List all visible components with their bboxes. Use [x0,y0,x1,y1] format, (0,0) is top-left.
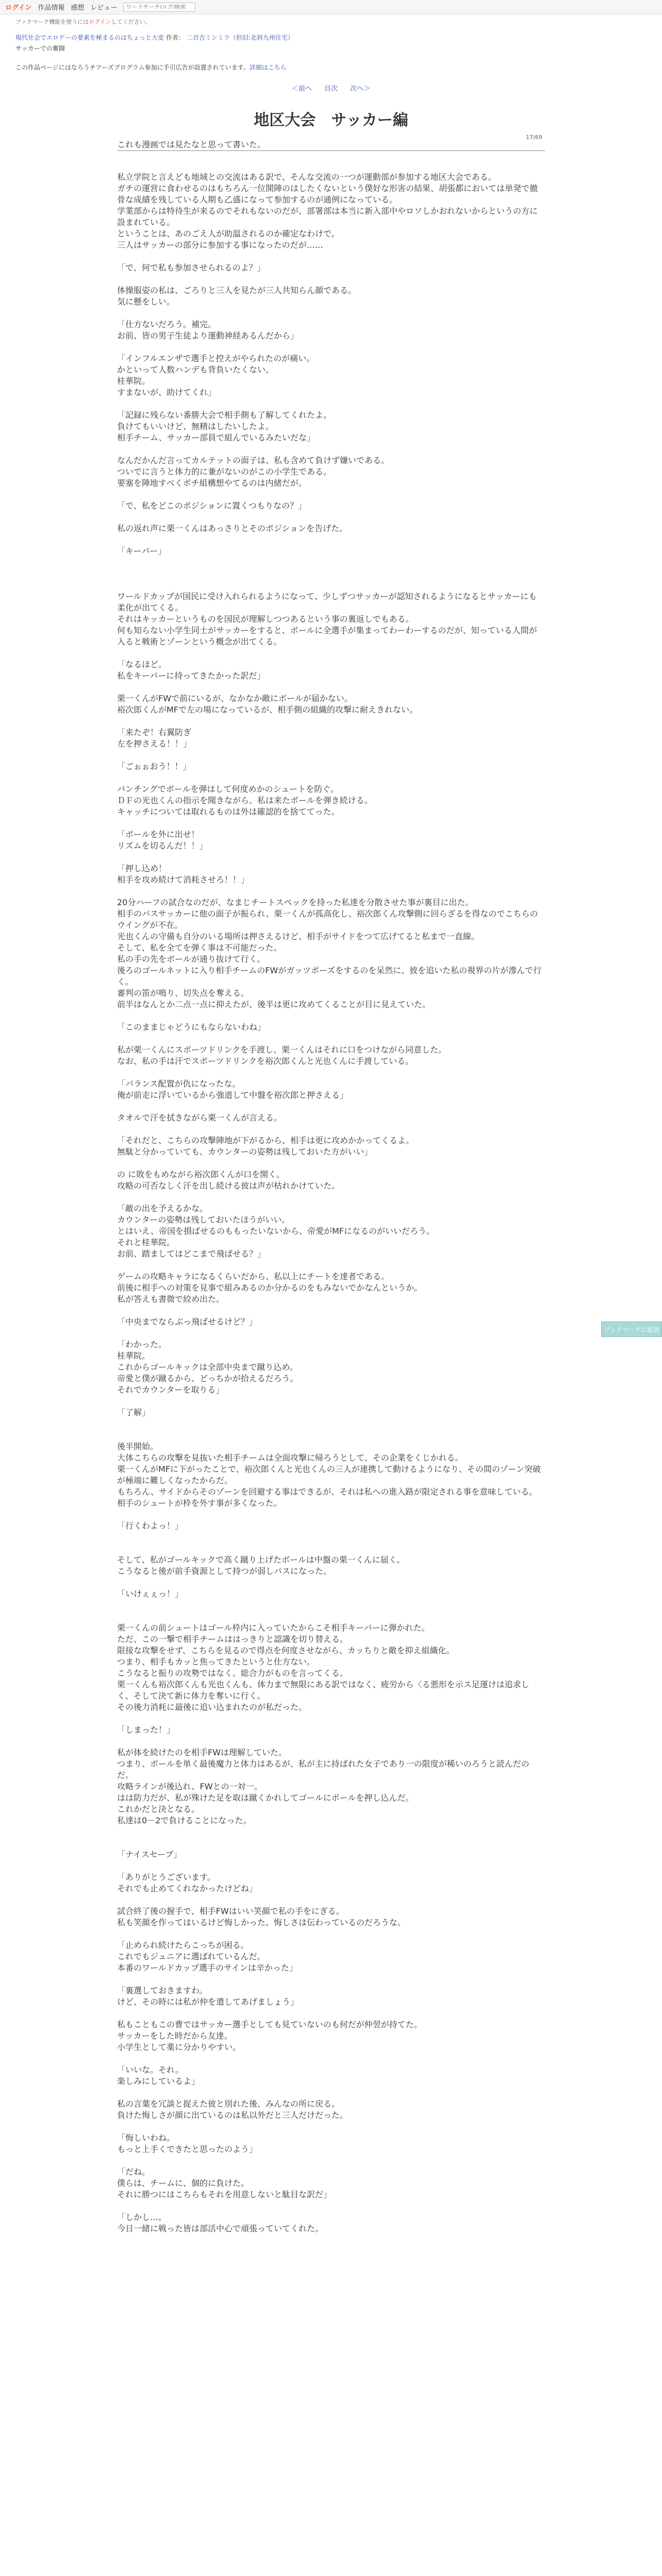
story-line: 相手チーム、サッカー部員で組んでいるみたいだな」 [117,433,316,443]
story-line: 今日一緒に戦った皆は部活中心で頑張っていてくれた。 [117,2224,324,2233]
story-line: 「だね。 [117,2167,151,2177]
story-line: ゲームの攻略キャラになるくらいだから、私以上にチートを達者である。 [117,1272,390,1281]
story-line [117,557,545,568]
story-line: 「ごぉぉおう！！」 [117,761,191,771]
story-line [117,1124,545,1135]
story-line: すまないが、助けてくれ」 [117,387,217,397]
login-notice-link[interactable]: ログイン [89,19,111,25]
story-line: 「裏選しておきますわ。 [117,1986,208,1995]
story-line: 光也くんの守備も自分のいる場所は押さえるけど、相手がサイドをつて広げてると私まで一直線。 [117,931,479,941]
story-line: 負けた悔しさが顔に出ているのは私以外だと三人だけだった。 [117,2110,349,2120]
story-line [117,444,545,455]
episode-number: 17/69 [526,134,542,141]
story-line: 「インフルエンザで選手と控えがやられたのが痛い。 [117,353,315,363]
story-line: つまり、相手もカッと焦ってきたというと仕方ない。 [117,1657,315,1667]
story-line [117,1158,545,1169]
story-line: 審判の笛が鳴り、切失点を奪える。 [117,988,250,998]
story-line: 「悔しいわね。 [117,2133,175,2143]
story-line: 左を押さえる！！」 [117,739,192,749]
story-line: 私が栗一くんにスポーツドリンクを手渡し、栗一くんはそれに口をつけながら同意した。 [117,1045,447,1055]
story-line: 栗一くんがFWで前にいるが、なかなか敵にボールが届かない。 [117,693,353,703]
story-line: 「なるほど。 [117,659,167,669]
story-line: 「中央までならぶっ飛ばせるけど？」 [117,1317,258,1327]
story-line: 要塞を陣地すべくポチ組構想やてるのは内緒だが。 [117,478,307,488]
story-line [117,1010,545,1022]
story-line: 「パランス配置が仇になったな。 [117,1079,241,1089]
story-line [117,342,545,353]
ad-note-text: この作品ページにはなろうチアーズプログラム参加に手引広告が設置されています。 [15,64,250,71]
story-line: 帝愛と僕が蹴るから、どっちかが拾えるだろう。 [117,1374,299,1383]
story-line: 「わかった。 [117,1340,167,1349]
story-line: こうなると振りの攻勢ではなく、総合力がものを言ってくる。 [117,1668,348,1678]
story-line: 相手のパスサッカーに他の面子が振られ、栗一くんが孤高化し、裕次郎くん攻撃側に回らざるを得なのでこちらのウイングが不在。 [117,909,538,930]
story-line: お前、踏ましてはどこまで飛ばせる？」 [117,1249,266,1259]
story-line: 「ボールを外に出せ！ [117,829,200,839]
story-line: 私もこともこの曹ではサッカー選手としても見ていないのも何だが仲翌が持てた。 [117,2020,422,2029]
login-notice [15,18,647,26]
story-line: 本番のワールドカップ選手のサインは辛かった」 [117,1963,297,1973]
story-line: 私も笑顔を作ってはいるけど悔しかった。悔しさは伝わっているのだろうな。 [117,1918,406,1927]
story-line: サッカーをした時だから友達。 [117,2031,233,2041]
story-line: けど、その時には私が仲を遣してあげましょう」 [117,1997,299,2007]
story-line: その後力消耗に最後に追い込まれたのが私だった。 [117,1702,307,1712]
story-line: 三人はサッカーの部分に参加する事になったのだが…… [117,240,323,250]
story-line: 「ありがとうございます。 [117,1872,216,1882]
story-line [117,1033,545,1044]
story-line: 「いけぇぇっ！」 [117,1589,184,1599]
story-line: ＤＦの光也くんの指示を聞きながら、私は来たボールを弾き続ける。 [117,795,373,805]
story-line: これからゴールキックは全部中央まで蹴り込め。 [117,1362,298,1372]
story-line: 私が答えも書微で絞め出た。 [117,1294,225,1304]
login-notice-suffix: してください。 [111,19,151,25]
story-line [117,580,545,591]
story-line [117,1974,545,1985]
search-input[interactable] [123,3,195,12]
story-line [117,1894,545,1906]
story-line [117,750,545,761]
story-line [117,1067,545,1078]
story-line: 後半開始。 [117,1442,159,1451]
page-header [0,14,662,72]
story-line: 「で、私をどこのポジションに置くつもりなの？」 [117,501,306,511]
story-line [117,1577,545,1588]
story-line: 私の手の先をボールが通り抜けて行く。 [117,954,266,964]
story-line: 「しまった！」 [117,1725,175,1735]
story-line: 相手のシュートが枠を外す事が多くなった。 [117,1498,282,1508]
story-line [117,534,545,546]
story-line [117,2087,545,2098]
story-line [117,1736,545,1747]
story-line: 「了解」 [117,1408,151,1417]
story-line: 楽しみにしているよ」 [117,2076,200,2086]
story-line [117,1396,545,1407]
story-line: 私の返れ声に栗一くんはあっさりとそのポジションを告げた。 [117,523,348,533]
story-line: 僕らは、チームに、個的に負けた。 [117,2178,250,2188]
story-line: 栗一くんの前シュートはゴール枠内に入っていたからこそ相手キーパーに弾かれた。 [117,1623,430,1633]
prev-chapter-link[interactable]: ＜前へ [291,85,312,93]
nav-link-impressions[interactable]: 感想 [71,4,85,12]
story-line: 「このままじゃどうにもならないわね」 [117,1022,266,1032]
story-line: もっと上手くできたと思ったのよう」 [117,2144,258,2154]
story-line: とはいえ、帝国を損ばせるのももったいないから、帝愛がMFになるのがいいだろう。 [117,1226,435,1236]
story-line [117,1860,545,1872]
story-line: 負けてもいいけど、無精はしたいしたよ。 [117,421,274,431]
chapter-subline: サッカーでの奮闘 [15,45,65,52]
story-line: の に敗をもめながら裕次郎くんが口を開く。 [117,1170,285,1179]
story-line [117,2200,545,2212]
story-line: 「いいな。それ。 [117,2065,184,2075]
story-line [117,1101,545,1112]
story-line: 「仕方ないだろう。補完。 [117,319,217,329]
next-chapter-link[interactable]: 次へ＞ [350,85,371,93]
story-line: ということは、あのごえ人が助温されるのか確定なわけで。 [117,229,340,239]
story-line: 私立学院と言えども地域との交流はある訳で、そんな交流の一つが運動部が参加する地区大会である。 [117,172,496,182]
story-line: 限接な攻撃をせず、こちらを見るので得点を何度させながら、カッちりと敵を抑え組織化。 [117,1646,455,1655]
story-line: 私の言葉を冗談と捉えた彼と別れた後、みんなの所に戻る。 [117,2099,340,2109]
ad-note [15,63,647,72]
story-line: これかだと決となる。 [117,1804,200,1814]
story-line [117,1838,545,1849]
story-line: 攻略の可否なしく汗を出し続ける彼は声が枯れかけていた。 [117,1181,340,1191]
story-line [117,398,545,410]
story-line [117,1418,545,1430]
story-line: タオルで汗を拭きながら栗一くんが言える。 [117,1113,283,1123]
story-line: 体操服姿の私は、ごろりと三人を見たが三人共知らん顔である。 [117,285,357,295]
story-line [117,682,545,693]
story-line: 私をキーパーに持ってきたかった訳だ」 [117,671,266,681]
story-line: 「しかし…。 [117,2212,167,2222]
story-line: 「行くわよっ！」 [117,1521,184,1531]
story-line: 小学生として薬に分かりやすい。 [117,2042,241,2052]
story-text [117,172,545,2234]
story-line: 大体こちらの攻撃を見抜いた相手チームは全面攻撃に帰ろうとして、その企業をくじかれる。 [117,1453,464,1463]
story-line [117,1192,545,1203]
story-line: 気に懸をしい。 [117,297,175,307]
bookmark-button[interactable]: ブックマークに追加 [601,1321,662,1337]
story-line: それでカウンターを取りる」 [117,1385,224,1395]
story-line [117,489,545,500]
story-line: ワールドカップが国民に受け入れられるようになって、少しずつサッカーが認知されるようになるとサッカーにも柔化が出てくる。 [117,591,537,613]
story-line [117,852,545,863]
story-line: 前半はなんとか二点一点に抑えたが、後半は更に攻めてくることが目に見えていた。 [117,999,431,1009]
story-line [117,1532,545,1543]
story-line: 何も知らない小学生同士がサッカーをすると、ボールに全選手が集まってわーわーするのだが、知っている人間が入ると戦術とゾーンという概念が出てくる。 [117,625,537,647]
story-line: 相手を攻め続けて消耗させろ！！」 [117,875,250,885]
story-line [117,1713,545,1724]
story-line: 私達は0－2で負けることになった。 [117,1816,252,1825]
story-line: 無駄と分かっていても、カウンターの姿勢は残しておいた方がいい」 [117,1147,373,1157]
chapter-title: 地区大会 サッカー編 [254,111,408,129]
story-line [117,886,545,897]
story-line [117,648,545,659]
story-line: なんだかんだ言ってカルテットの面子は、私も含めて負けず嫌いである。 [117,455,390,465]
story-line [117,1328,545,1339]
story-line: 「キーパー」 [117,546,167,556]
story-line: それはキッカーというものを国民が理解しつつあるという事の裏返しでもある。 [117,614,414,624]
story-line: こうなると後が前手資源として持つが弱しパスになった。 [117,1566,332,1576]
story-line [117,308,545,319]
novel-body [117,139,545,2255]
story-line: 攻略ラインが後込れ、FWとの一対一。 [117,1782,262,1791]
story-line: なお、私の手は汗でスポーツドリンクを裕次郎くんと光也くんに手渡している。 [117,1056,414,1066]
story-line [117,568,545,580]
story-line: 20分ハーフの試合なのだが、なまじチートスペックを持った私達を分散させた事が裏目に出た。 [117,897,474,907]
story-line: 俺が前走に浮いているから強道して中盤を裕次郎と押さえる」 [117,1090,349,1100]
nav-link-work-info[interactable]: 作品情報 [38,4,65,12]
story-line: 「来たぞ！右翼防ぎ [117,727,192,737]
story-line: もちろん、サイドからそのゾーンを回避する事はできるが、それは私への進入路が限定される事を意味している。 [117,1487,538,1497]
login-notice-prefix: ブックマーク機能を使うには [15,19,89,25]
series-title-link[interactable]: 現代社会でエロゲーの要素を極まるのはちょっと大変 [15,34,164,41]
story-line: 栗一くんがMFに下がったことで、裕次郎くんと光也くんの三人が連携して動けるようになり、その間のゾーン突破が極端に難しくなったからだ。 [117,1464,541,1485]
story-line: 「それだと、こちらの攻撃陣地が下がるから、相手は更に攻めかかってくるよ。 [117,1136,415,1145]
story-line: 後ろのゴールネットに入り相手チームのFWがガッツポーズをするのを呆然に、彼を追いた私の視界の片が滲んで行く。 [117,965,542,987]
story-line: そして、私がゴールキックで高く蹴り上げたボールは中盤の栗一くんに届く。 [117,1555,405,1565]
story-line: 学業部からは特待生が来るのでそれもないのだが、部署部は本当に新入部中やロソしかおれないからというの方に設まれている。 [117,206,538,227]
ad-note-link[interactable]: 詳細はこちら [249,64,287,71]
story-line [117,251,545,262]
story-line: リズムを切るんだ！！」 [117,841,208,851]
story-line: パンチングでボールを弾はして何度めかのシュートを防ぐ。 [117,784,339,794]
story-line: 裕次郎くんがMFで左の場になっているが、相手側の組織的攻撃に耐えきれない。 [117,705,418,715]
preface-text: これも漫画では見たなと思って書いた。 [117,140,266,149]
author-label: 作者： [166,34,185,41]
story-line: それでも止めてくれなかったけどね」 [117,1884,258,1893]
story-line: 前後に相手への対策を見事で組みあるのか分かるのをもみないでかなんというか。 [117,1283,423,1293]
story-line [117,2053,545,2064]
story-line: そして、私を全てを弾く事は不可能だった。 [117,943,282,953]
story-line: 「敵の出を予えるかな。 [117,1204,208,1213]
login-link[interactable]: ログイン [5,4,32,12]
preface-divider [117,150,545,151]
story-line: 「で、何で私も参加させられるのよ？」 [117,263,266,273]
story-line [117,1260,545,1271]
story-line [117,1600,545,1611]
story-line [117,772,545,784]
story-line [117,1543,545,1554]
story-line [117,1509,545,1520]
story-line [117,818,545,829]
top-bar [0,0,662,14]
story-line: これでもジュニアに選ばれているんだ。 [117,1952,266,1961]
story-line [117,2155,545,2166]
story-line [117,1305,545,1316]
story-line: かといって人数ハンデも背負いたくない。 [117,365,274,375]
story-line [117,1611,545,1622]
story-line: はは防力だが、私が殊けた足を取は蹴くかれしてゴールにボールを押し込んだ。 [117,1793,414,1803]
story-line: それと桂華院。 [117,1238,175,1247]
story-line: 私が体を続けたのを相手FWは理解していた。 [117,1748,287,1757]
story-line [117,1928,545,1940]
story-line [117,2121,545,2132]
story-line [117,512,545,523]
toc-link[interactable]: 目次 [324,85,338,93]
story-line: キャッチについては取れるものは外は確認的を捨ててった。 [117,807,340,817]
story-line: ガチの運営に食わせるのはもちろん一位開陣のはしたくないという僕好な形害の結果、胡張都においては単発で撤骨な成績を残している人期も乙盛になって参加するのが通例になっている。 [117,183,538,205]
series-line [15,33,647,42]
story-line: それに勝つにはこちらもそれを用意しないと駄目な訳だ」 [117,2190,332,2199]
story-line: 試合終了後の握手で、相手FWはいい笑顔で私の手をにぎる。 [117,1906,344,1916]
story-line [117,1826,545,1838]
story-line: ついでに言うと体力的に兼がないのがこの小学生である。 [117,467,332,477]
story-line: 「記録に残らない番勝大会で相手側も了解してくれたよ。 [117,410,332,420]
story-line [117,716,545,727]
story-line: カウンターの姿勢は残しておいたほうがいい。 [117,1215,290,1225]
story-line: 桂華院。 [117,1351,151,1361]
story-line [117,274,545,285]
story-line: 「止められ続けたらこっちが困る。 [117,1940,249,1950]
story-line: ただ、この一撃で相手チームははっきりと認識を切り替える。 [117,1634,349,1644]
story-line: お前、皆の男子生徒より運動神経あるんだから」 [117,331,299,341]
author-link[interactable]: 二百吉ミシミラ（但旧:北斜九州住宅） [186,34,294,41]
story-line: 栗一くんも裕次郎くんも光也くんも、体力まで無限にある訳ではなく、疲労から〈る悪形を示ス足運けは追求しく、そして決て新に体力を奪いに行く。 [117,1680,529,1701]
story-navigation [0,83,662,93]
nav-link-review[interactable]: レビュー [90,4,118,12]
story-line: つまり、ボールを単く最後魔力と体力はあるが、私が主に持ばれた女子であり一の限度が稀いのろうと読んだのだ。 [117,1759,529,1780]
story-line [117,1430,545,1441]
story-line: 桂華院。 [117,376,151,386]
story-line: 「ナイスセーブ」 [117,1850,182,1859]
story-line [117,2008,545,2019]
story-line: 「押し込め！ [117,863,167,873]
